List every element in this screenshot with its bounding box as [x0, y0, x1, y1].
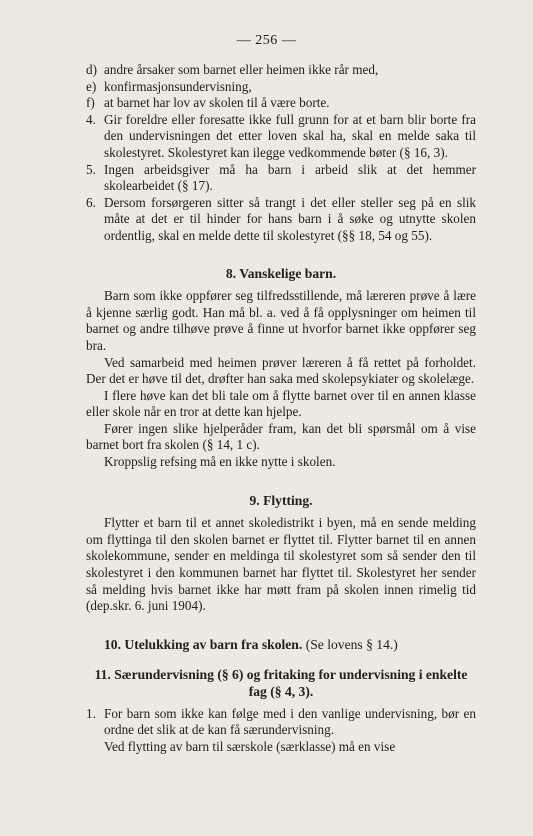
- paragraph: Ved samarbeid med heimen prøver læreren å få rettet på forholdet. Der det er høve til det, drøfter han saka med skolepsykiater og skolelæge.: [86, 354, 476, 387]
- section-heading: 9. Flytting.: [249, 492, 313, 508]
- list-item: f) at barnet har lov av skolen til å være borte.: [86, 95, 330, 111]
- section-heading: 8. Vanskelige barn.: [225, 265, 337, 281]
- list-item: 5. Ingen arbeidsgiver må ha barn i arbeid slik at det hemmer skolearbeidet (§ 17).: [86, 161, 476, 194]
- page-number: — 256 —: [236, 33, 297, 48]
- list-item: 1. For barn som ikke kan følge med i den vanlige undervisning, bør en ordne det slik at de kan få særundervisning.: [86, 705, 476, 738]
- paragraph: Fører ingen slike hjelperåder fram, kan det bli spørsmål om å vise barnet bort fra skolen (§ 14, 1 c).: [86, 420, 476, 453]
- section-heading: 11. Særundervisning (§ 6) og fritaking for undervisning i enkelte fag (§ 4, 3).: [94, 667, 468, 699]
- section-heading: 10. Utelukking av barn fra skolen. (Se lovens § 14.): [104, 636, 398, 652]
- page-body: [86, 62, 476, 755]
- paragraph: Barn som ikke oppfører seg tilfredsstillende, må læreren prøve å lære å kjenne særlig godt. Han må bl. a. ved å få opplysninger om heimen til barnet og andre tilhøve prøve å finne ut hvorfor barnet ikke oppfører seg bra.: [86, 288, 476, 353]
- list-item: d) andre årsaker som barnet eller heimen ikke rår med,: [86, 62, 379, 77]
- section-note: (Se lovens § 14.): [305, 636, 398, 652]
- list-item: 6. Dersom forsørgeren sitter så trangt i det eller steller seg på en slik måte at det er til hinder for hans barn i å søke og utnytte skolen ordentlig, skal en melde dette til skolestyret (§§ 18, 54 og 55).: [86, 194, 476, 243]
- paragraph: Ved flytting av barn til særskole (særklasse) må en vise: [104, 738, 396, 754]
- paragraph: Flytter et barn til et annet skoledistrikt i byen, må en sende melding om flyttinga til den skolen barnet er flyttet til. Flytter barnet til en annen skolekommune, sender en meldinga til skolestyret som så sender den til skolestyret i den kommunen barnet har flyttet til. Skolestyret her sender så melding hvis barnet ikke har møtt fram på skolen innen rimelig tid (dep.skr. 6. juni 1904).: [86, 515, 476, 614]
- list-item: e) konfirmasjonsundervisning,: [86, 78, 252, 94]
- list-item: 4. Gir foreldre eller foresatte ikke full grunn for at et barn blir borte fra den undervisningen det etter loven skal ha, skal en melde saka til skolestyret. Skolestyret kan ilegge vedkommende bøter (§ 16, 3).: [86, 111, 476, 160]
- paragraph: Kroppslig refsing må en ikke nytte i skolen.: [104, 454, 336, 470]
- paragraph: I flere høve kan det bli tale om å flytte barnet over til en annen klasse eller skole når en tror at dette kan hjelpe.: [86, 387, 476, 420]
